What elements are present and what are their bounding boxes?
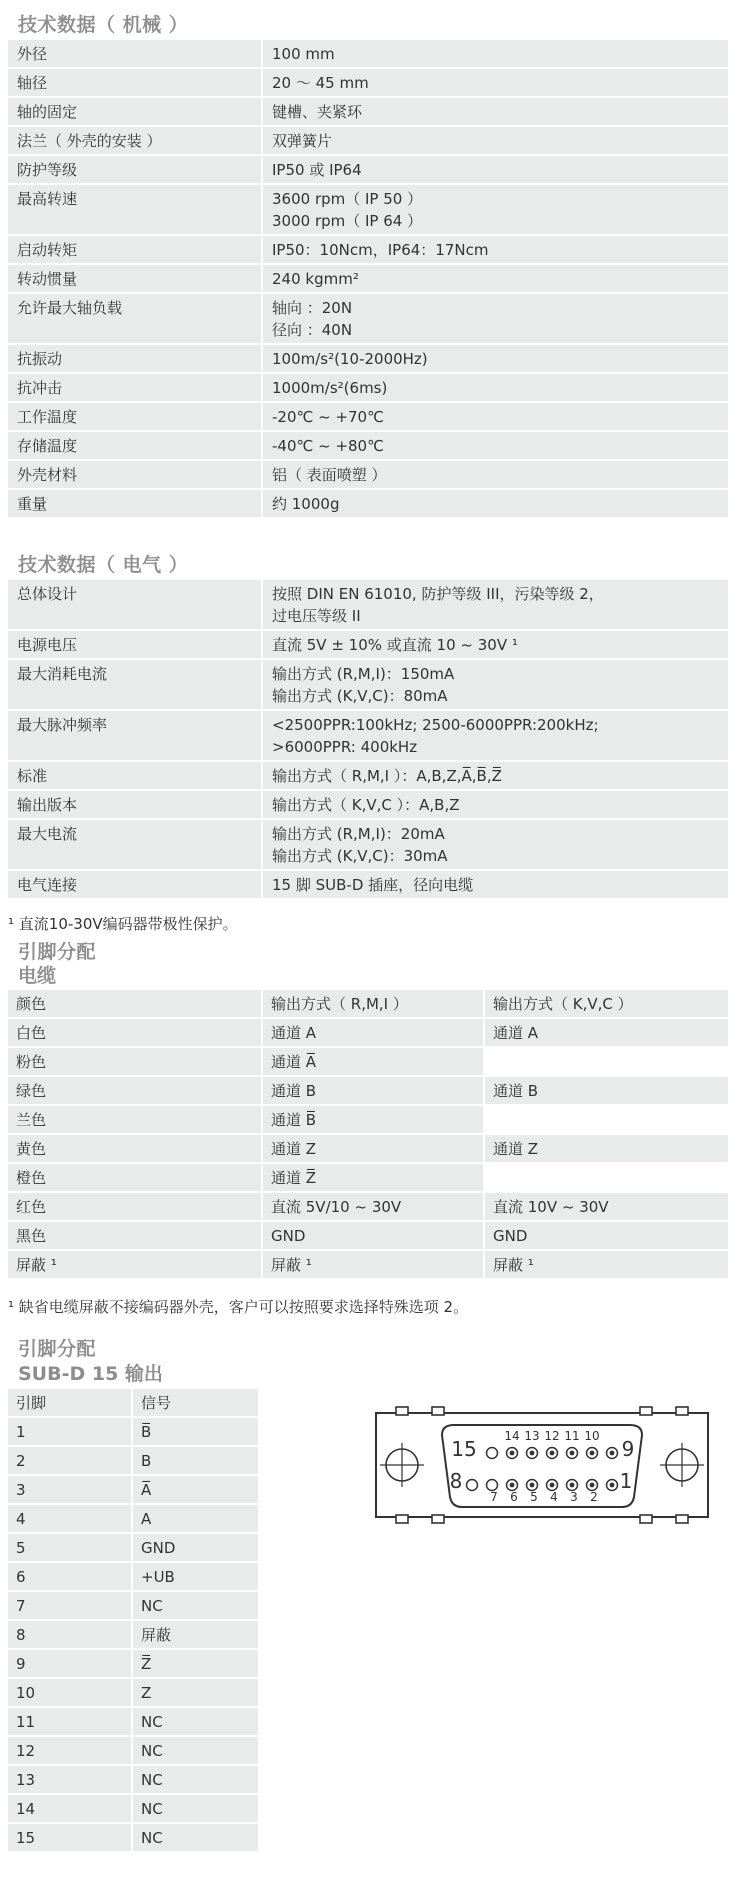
elec-spec-key: 电源电压 [8, 631, 263, 658]
elec-spec-value-line: 按照 DIN EN 61010, 防护等级 III，污染等级 2， [272, 585, 604, 603]
elec-spec-row [8, 711, 728, 760]
elec-spec-value-line: 直流 5V ± 10% 或直流 10 ~ 30V ¹ [272, 636, 518, 654]
subd-pin-signal: NC [133, 1824, 258, 1851]
cable-cell: 直流 5V/10 ~ 30V [263, 1193, 485, 1220]
cable-cell: 通道 B̅ [263, 1106, 485, 1133]
mech-spec-value [263, 374, 728, 401]
cable-header-cell: 输出方式（ R,M,I ） [263, 990, 485, 1017]
connector-pin [487, 1448, 498, 1459]
subd-header-cell: 引脚 [8, 1389, 133, 1416]
mech-spec-key: 最高转速 [8, 185, 263, 234]
connector-pin-dot [530, 1451, 535, 1456]
mech-spec-key: 法兰（ 外壳的安装 ） [8, 127, 263, 154]
cable-row [8, 1077, 728, 1104]
cable-row [8, 1048, 728, 1075]
connector-pin-label: 7 [490, 1490, 498, 1504]
cable-cell: 通道 B [263, 1077, 485, 1104]
cable-table [8, 988, 728, 1280]
elec-spec-row [8, 660, 728, 709]
connector-tab-bmr [640, 1515, 652, 1523]
cable-footnote: ¹ 缺省电缆屏蔽不接编码器外壳，客户可以按照要求选择特殊选项 2。 [8, 1298, 469, 1316]
subd-header-cell: 信号 [133, 1389, 258, 1416]
mech-spec-value [263, 294, 728, 343]
subd-header-row [8, 1389, 258, 1416]
mech-spec-row [8, 40, 728, 67]
connector-tab-tr [676, 1407, 688, 1415]
elec-spec-value-line: 15 脚 SUB-D 插座，径向电缆 [272, 876, 474, 894]
elec-footnote: ¹ 直流10-30V编码器带极性保护。 [8, 915, 238, 933]
subd-pin-row [8, 1650, 258, 1677]
subd-pin-signal: NC [133, 1592, 258, 1619]
connector-pin-dot [510, 1451, 515, 1456]
subd-pin-number: 6 [8, 1563, 133, 1590]
cable-header-cell: 颜色 [8, 990, 263, 1017]
cable-cell: 屏蔽 ¹ [485, 1251, 728, 1278]
subd-section-subtitle: SUB-D 15 输出 [18, 1363, 163, 1385]
subd-pin-row [8, 1418, 258, 1445]
subd-pin-signal: B [133, 1447, 258, 1474]
elec-spec-value-line: 输出方式（ R,M,I ）：A,B,Z,A̅,B̅,Z̅ [272, 767, 502, 785]
subd-section-title: 引脚分配 [18, 1338, 97, 1360]
cable-cell: 通道 A̅ [263, 1048, 485, 1075]
mech-spec-key: 启动转矩 [8, 236, 263, 263]
subd-pin-signal: +UB [133, 1563, 258, 1590]
subd-pin-row [8, 1447, 258, 1474]
mech-spec-key: 防护等级 [8, 156, 263, 183]
elec-spec-row [8, 631, 728, 658]
cable-cell [485, 1106, 728, 1133]
mech-spec-value [263, 403, 728, 430]
elec-spec-key: 最大脉冲频率 [8, 711, 263, 760]
elec-spec-value-line: 过电压等级 II [272, 607, 361, 625]
subd-pin-number: 3 [8, 1476, 133, 1503]
subd-pin-number: 11 [8, 1708, 133, 1735]
elec-spec-value [263, 871, 728, 898]
elec-spec-row [8, 820, 728, 869]
mech-spec-value-line: 键槽、夹紧环 [272, 103, 363, 121]
elec-spec-value-line: 输出方式 (R,M,I)：150mA [272, 665, 455, 683]
mech-spec-value-line: IP50：10Ncm，IP64：17Ncm [272, 241, 489, 259]
elec-spec-row [8, 762, 728, 789]
connector-tab-bl [396, 1515, 408, 1523]
subd-pin-signal: NC [133, 1766, 258, 1793]
subd-pin-signal: NC [133, 1708, 258, 1735]
mech-spec-key: 轴径 [8, 69, 263, 96]
mech-spec-row [8, 345, 728, 372]
cable-row [8, 1106, 728, 1133]
mech-spec-value-line: 双弹簧片 [272, 132, 333, 150]
connector-pin-label-large: 15 [451, 1437, 477, 1461]
cable-cell: 兰色 [8, 1106, 263, 1133]
cable-cell: 黑色 [8, 1222, 263, 1249]
elec-spec-row [8, 580, 728, 629]
mech-spec-row [8, 461, 728, 488]
mech-spec-row [8, 236, 728, 263]
mech-spec-key: 重量 [8, 490, 263, 517]
elec-spec-value-line: <2500PPR:100kHz; 2500-6000PPR:200kHz; [272, 716, 599, 734]
subd-pin-number: 10 [8, 1679, 133, 1706]
mech-spec-value [263, 432, 728, 459]
connector-pin [487, 1480, 498, 1491]
connector-pin-label: 4 [550, 1490, 558, 1504]
connector-pin-dot [530, 1483, 535, 1488]
mech-spec-value [263, 69, 728, 96]
subd-pin-number: 14 [8, 1795, 133, 1822]
mech-spec-value-line: IP50 或 IP64 [272, 161, 362, 179]
elec-spec-row [8, 791, 728, 818]
subd-pin-number: 12 [8, 1737, 133, 1764]
mech-spec-row [8, 374, 728, 401]
cable-section-subtitle: 电缆 [18, 965, 57, 987]
subd-pin-number: 4 [8, 1505, 133, 1532]
subd-pin-row [8, 1621, 258, 1648]
elec-spec-key: 标准 [8, 762, 263, 789]
cable-cell: 白色 [8, 1019, 263, 1046]
subd-pin-row [8, 1563, 258, 1590]
mech-spec-value [263, 236, 728, 263]
mech-spec-key: 轴的固定 [8, 98, 263, 125]
cable-section-title: 引脚分配 [18, 941, 97, 963]
mech-spec-key: 允许最大轴负载 [8, 294, 263, 343]
subd-pin-signal: 屏蔽 [133, 1621, 258, 1648]
mech-spec-table [8, 38, 728, 519]
elec-spec-value-line: >6000PPR: 400kHz [272, 738, 418, 756]
mech-spec-value-line: 3000 rpm（ IP 64 ） [272, 212, 423, 230]
elec-spec-value-line: 输出方式（ K,V,C ）：A,B,Z [272, 796, 460, 814]
subd-pin-row [8, 1766, 258, 1793]
mech-spec-row [8, 185, 728, 234]
subd-connector-diagram [372, 1405, 712, 1525]
cable-row [8, 1135, 728, 1162]
connector-pin-dot [610, 1483, 615, 1488]
connector-tab-bml [432, 1515, 444, 1523]
mech-spec-key: 工作温度 [8, 403, 263, 430]
mech-spec-value [263, 185, 728, 234]
mech-spec-key: 存储温度 [8, 432, 263, 459]
connector-pin-label: 13 [524, 1429, 540, 1443]
subd-pin-signal: GND [133, 1534, 258, 1561]
elec-spec-key: 总体设计 [8, 580, 263, 629]
subd-pin-signal: A̅ [133, 1476, 258, 1503]
elec-spec-key: 最大消耗电流 [8, 660, 263, 709]
subd-pin-number: 15 [8, 1824, 133, 1851]
mech-spec-key: 转动惯量 [8, 265, 263, 292]
cable-cell: 橙色 [8, 1164, 263, 1191]
mech-spec-key: 外径 [8, 40, 263, 67]
mech-spec-value-line: 3600 rpm（ IP 50 ） [272, 190, 423, 208]
mech-spec-row [8, 265, 728, 292]
connector-pin-dot [590, 1451, 595, 1456]
connector-pin-label: 3 [570, 1490, 578, 1504]
elec-spec-value [263, 660, 728, 709]
subd-pin-signal: Z [133, 1679, 258, 1706]
subd-pin-signal: B̅ [133, 1418, 258, 1445]
subd-pin-number: 2 [8, 1447, 133, 1474]
elec-spec-value [263, 762, 728, 789]
connector-pin-dot [570, 1451, 575, 1456]
elec-spec-value-line: 输出方式 (K,V,C)：80mA [272, 687, 448, 705]
mounting-hole-left-icon [380, 1443, 424, 1487]
cable-header-row [8, 990, 728, 1017]
connector-pin-dot [550, 1483, 555, 1488]
mech-spec-row [8, 156, 728, 183]
cable-cell [485, 1048, 728, 1075]
mech-spec-value-line: 轴向 ：20N [272, 299, 353, 317]
elec-spec-key: 电气连接 [8, 871, 263, 898]
elec-spec-value [263, 820, 728, 869]
mounting-hole-right-icon [660, 1443, 704, 1487]
mech-spec-value [263, 156, 728, 183]
connector-pin-label: 11 [564, 1429, 580, 1443]
cable-header-cell: 输出方式（ K,V,C ） [485, 990, 728, 1017]
cable-cell: 通道 B [485, 1077, 728, 1104]
connector-flange [376, 1413, 708, 1517]
cable-cell: 通道 Z̅ [263, 1164, 485, 1191]
cable-cell: GND [263, 1222, 485, 1249]
mech-spec-value-line: 铝（ 表面喷塑 ） [272, 466, 387, 484]
elec-spec-value [263, 791, 728, 818]
subd-pin-row [8, 1795, 258, 1822]
connector-pin-label: 2 [590, 1490, 598, 1504]
subd-pin-number: 5 [8, 1534, 133, 1561]
elec-spec-row [8, 871, 728, 898]
connector-pin-label-large: 1 [619, 1469, 633, 1493]
mech-spec-value [263, 461, 728, 488]
elec-spec-value-line: 输出方式 (K,V,C)：30mA [272, 847, 448, 865]
subd-pin-row [8, 1505, 258, 1532]
cable-cell: 绿色 [8, 1077, 263, 1104]
subd-pin-signal: Z̅ [133, 1650, 258, 1677]
cable-cell: 粉色 [8, 1048, 263, 1075]
subd-pin-table [8, 1387, 258, 1853]
elec-spec-value-line: 输出方式 (R,M,I)：20mA [272, 825, 445, 843]
mech-spec-row [8, 294, 728, 343]
cable-cell: 红色 [8, 1193, 263, 1220]
cable-cell: 屏蔽 ¹ [8, 1251, 263, 1278]
mech-spec-row [8, 98, 728, 125]
cable-cell: 直流 10V ~ 30V [485, 1193, 728, 1220]
mech-spec-value-line: 约 1000g [272, 495, 340, 513]
subd-pin-row [8, 1708, 258, 1735]
elec-section-title: 技术数据（ 电气 ） [18, 554, 189, 576]
mech-spec-value-line: 100m/s²(10-2000Hz) [272, 350, 428, 368]
elec-spec-table [8, 578, 728, 900]
subd-pin-row [8, 1534, 258, 1561]
mech-spec-row [8, 403, 728, 430]
connector-tab-mr [640, 1407, 652, 1415]
subd-pin-number: 7 [8, 1592, 133, 1619]
connector-pin-dot [610, 1451, 615, 1456]
subd-pin-signal: NC [133, 1795, 258, 1822]
connector-pin-label: 14 [504, 1429, 520, 1443]
mech-spec-row [8, 490, 728, 517]
connector-pin-label: 5 [530, 1490, 538, 1504]
cable-cell [485, 1164, 728, 1191]
cable-cell: 通道 A [485, 1019, 728, 1046]
cable-row [8, 1251, 728, 1278]
mech-spec-row [8, 127, 728, 154]
subd-pin-number: 1 [8, 1418, 133, 1445]
elec-spec-value [263, 711, 728, 760]
cable-row [8, 1164, 728, 1191]
mech-spec-value-line: 1000m/s²(6ms) [272, 379, 388, 397]
elec-spec-key: 最大电流 [8, 820, 263, 869]
mech-section-title: 技术数据（ 机械 ） [18, 14, 189, 36]
mech-spec-value-line: 20 ～ 45 mm [272, 74, 369, 92]
mech-spec-row [8, 69, 728, 96]
mech-spec-row [8, 432, 728, 459]
mech-spec-key: 抗冲击 [8, 374, 263, 401]
mech-spec-value-line: 240 kgmm² [272, 270, 359, 288]
cable-cell: 通道 A [263, 1019, 485, 1046]
cable-row [8, 1222, 728, 1249]
mech-spec-value-line: 100 mm [272, 45, 335, 63]
connector-pin-label: 6 [510, 1490, 518, 1504]
cable-cell: 通道 Z [263, 1135, 485, 1162]
elec-spec-value [263, 580, 728, 629]
mech-spec-value-line: -20℃ ~ +70℃ [272, 408, 384, 426]
connector-pin-label-large: 8 [449, 1469, 463, 1493]
subd-pin-signal: NC [133, 1737, 258, 1764]
mech-spec-value [263, 127, 728, 154]
connector-tab-ml [432, 1407, 444, 1415]
connector-pin-dot [510, 1483, 515, 1488]
subd-pin-signal: A [133, 1505, 258, 1532]
connector-pin-dot [590, 1483, 595, 1488]
mech-spec-value [263, 490, 728, 517]
connector-pin-label: 12 [544, 1429, 560, 1443]
connector-pin-dot [550, 1451, 555, 1456]
cable-cell: GND [485, 1222, 728, 1249]
connector-pin-dot [570, 1483, 575, 1488]
mech-spec-value [263, 98, 728, 125]
subd-pin-number: 9 [8, 1650, 133, 1677]
mech-spec-key: 抗振动 [8, 345, 263, 372]
connector-pin-label: 10 [584, 1429, 600, 1443]
subd-pin-row [8, 1476, 258, 1503]
mech-spec-value [263, 265, 728, 292]
subd-pin-row [8, 1824, 258, 1851]
subd-pin-row [8, 1737, 258, 1764]
elec-spec-key: 输出版本 [8, 791, 263, 818]
cable-cell: 黄色 [8, 1135, 263, 1162]
cable-row [8, 1019, 728, 1046]
cable-row [8, 1193, 728, 1220]
connector-pin-label-large: 9 [621, 1437, 635, 1461]
mech-spec-value [263, 345, 728, 372]
mech-spec-key: 外壳材料 [8, 461, 263, 488]
elec-spec-value [263, 631, 728, 658]
mech-spec-value-line: -40℃ ~ +80℃ [272, 437, 384, 455]
subd-pin-number: 13 [8, 1766, 133, 1793]
subd-pin-row [8, 1679, 258, 1706]
connector-tab-tl [396, 1407, 408, 1415]
subd-pin-row [8, 1592, 258, 1619]
cable-cell: 屏蔽 ¹ [263, 1251, 485, 1278]
mech-spec-value [263, 40, 728, 67]
connector-pin [467, 1480, 478, 1491]
mech-spec-value-line: 径向 ：40N [272, 321, 353, 339]
subd-pin-number: 8 [8, 1621, 133, 1648]
cable-cell: 通道 Z [485, 1135, 728, 1162]
connector-tab-br [676, 1515, 688, 1523]
